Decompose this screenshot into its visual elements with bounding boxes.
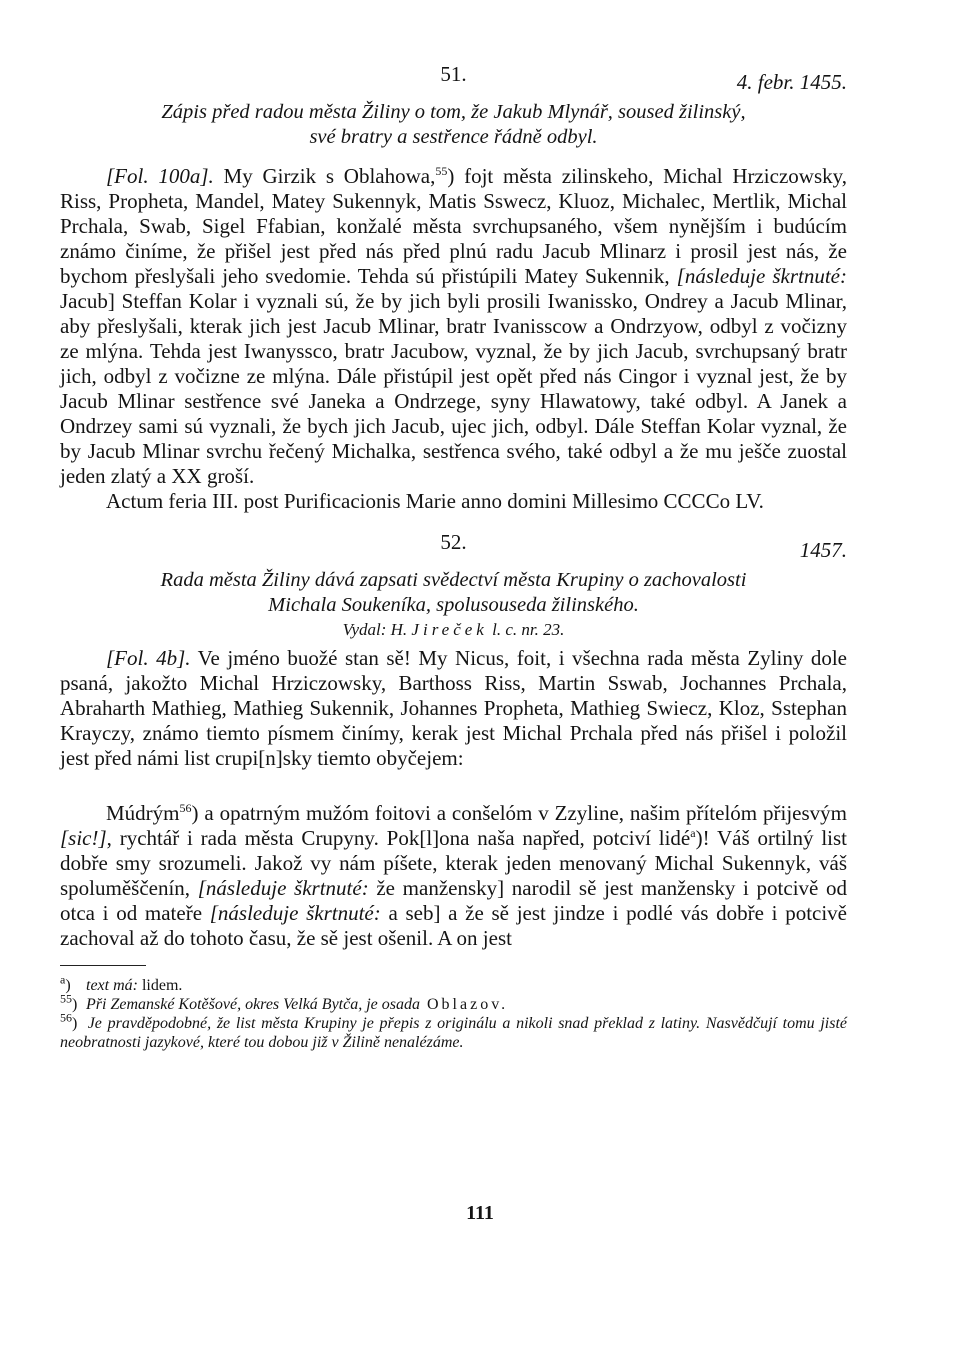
- editor-note-crossed: [následuje škrtnuté:: [676, 264, 847, 288]
- footnote-55: $^{55}$) Při Zemanské Kotěšové, okres Velká Bytča, je osada Oblazov.: [60, 991, 509, 1013]
- edition-editor: Jireček: [411, 620, 488, 639]
- footnote-ref-55: 55: [435, 164, 448, 178]
- doc52-text: [60, 646, 847, 771]
- footnote-a: $^a$) text má: lidem.: [60, 972, 183, 994]
- doc52-date: 1457.: [799, 538, 847, 562]
- footnote-text: Oblazov.: [419, 996, 509, 1013]
- doc52-folio-ref: [Fol. 4b].: [106, 646, 191, 670]
- editor-note-crossed: [následuje škrtnuté:: [197, 876, 369, 900]
- footnote-text-italic: text má:: [86, 977, 138, 994]
- letter-text-c: , rychtář i rada města Crupyny. Pok[l]ona naša napřed, potciví lidé: [106, 826, 691, 850]
- doc51-date: 4. febr. 1455.: [736, 70, 847, 94]
- letter-text-f: a seb] a že sě jest jindze i podlé vás dobře i potcivě zachoval až do tohoto času, že sě jest ošenil. A on jest: [60, 901, 848, 950]
- page-content: [60, 62, 847, 1052]
- footnote-text: lidem.: [137, 977, 183, 994]
- footnote-text-italic: Je pravděpodobné, že list města Krupiny je přepis z originálu a nikoli snad překlad z latiny. Nasvědčují tomu jisté neobratnosti jazykové, které tou dobou již v Žilině nenalézáme.: [60, 1015, 848, 1051]
- doc52-title-line2: Michala Soukeníka, spolusouseda žilinského.: [268, 594, 639, 616]
- footnote-ref-56: 56: [179, 801, 192, 815]
- letter-text-a: Múdrým: [106, 801, 180, 825]
- footnote-56: $^{56}$) Je pravděpodobné, že list města Krupiny je přepis z originálu a nikoli snad překlad z latiny. Nasvědčují tomu jisté neobratnosti jazykové, které tou dobou již v Žilině nenalézáme.: [60, 1010, 848, 1051]
- doc52-edition-note: [60, 620, 847, 640]
- doc52-heading: [60, 530, 847, 564]
- footnotes: [60, 965, 847, 1052]
- edition-label: Vydal: H.: [342, 620, 408, 639]
- doc51-heading: [60, 62, 847, 96]
- footnote-label: 55: [60, 991, 72, 1006]
- doc52-title: [60, 568, 847, 618]
- letter-text-b: ) a opatrným mužóm foitovi a conšelóm v Zzyline, našim přítelóm přijesvým: [191, 801, 847, 825]
- doc51-title: [60, 100, 847, 150]
- doc51-folio-ref: [Fol. 100a].: [106, 164, 214, 188]
- doc51-text-a: My Girzik s Oblahowa,: [223, 164, 436, 188]
- footnote-text-italic: Při Zemanské Kotěšové, okres Velká Bytča, je osada: [86, 996, 420, 1013]
- doc51-actum: Actum feria III. post Purificacionis Marie anno domini Millesimo CCCCo LV.: [106, 489, 764, 513]
- doc51-text-b: ) fojt města zilinskeho, Michal Hrziczowsky, Riss, Propheta, Mandel, Matey Sukennyk, Matis Sswecz, Kluoz, Michalec, Mertlik, Michal Prchala, Swab, Sigel Ffabian, konžalé města svrchupsaného, všem nynějším i budúcím známo činíme, že přišel jest před nás před plnú radu Jacub Mlinarz i prosil jest nás, že bychom přeslyšali jeho svedomie. Tehda sú přistúpili Matey Sukennik,: [60, 164, 848, 288]
- doc51-text-c: Jacub] Steffan Kolar i vyznali sú, že by jich byli prosili Iwanissko, Ondrey a Jacub Mlinar, aby přeslyšali, kterak jich jest Jacub Mlinar, bratr Ivanisscow a Ondrzyow, odbyl z vočizny ze mlýna. Tehda jest Iwanyssco, bratr Jacubow, vyznal, že by jich Jacub, svrchupsaný bratr jich, odbyl z vočizne ze mlýna. Dále přistúpil jest opět před nás Cingor i vyznal jest, že by Jacub Mlinar sestřence své Janeka a Ondrzege, syny Hlawatowy, také odbyl. A Janek a Ondrzey sami sú vyznali, že bych jich Jacub, ujec jich, odbyl. Dále Steffan Kolar vyznal, že by Jacub Mlinar svrchu řečený Michalka, sestřenca svého, také odbyl a že mu ješče zuostal jeden zlatý a XX groší.: [60, 289, 847, 488]
- doc51-number: 51.: [440, 62, 467, 86]
- footnote-label: a: [60, 972, 66, 987]
- doc52-text-a: Ve jméno buožé stan sě! My Nicus, foit, i všechna rada města Zyliny dole psaná, jakožto Michal Hrziczowsky, Barthoss Riss, Martin Sswab, Jochannes Prchala, Abraharth Mathieg, Mathieg Sukennik, Johannes Propheta, Mathieg Swiecz, Kloz, Sstephan Krayczy, známo tiemto písmem činímy, kerak jest Michal Prchala před nás přišel i položil jest před námi list crupi[n]sky tiemto obyčejem:: [60, 646, 848, 770]
- footnote-divider: [60, 965, 146, 966]
- editor-note-crossed: [následuje škrtnuté:: [209, 901, 381, 925]
- letter-text-d: )! Váš ortilný list dobře smy srozumeli. Jakož vy nám píšete, kterak jeden menovaný Michal Sukennyk, váš spoluměščenín,: [60, 826, 847, 900]
- doc51-title-line1: Zápis před radou města Žiliny o tom, že Jakub Mlynář, soused žilinský,: [161, 101, 746, 123]
- footnote-label: 56: [60, 1010, 72, 1025]
- page-number: 111: [466, 1202, 494, 1224]
- doc52-letter: [60, 801, 847, 951]
- doc51-text: [60, 164, 847, 489]
- doc52-number: 52.: [440, 530, 467, 554]
- letter-text-e: že manžensky] narodil sě jest manžensky i potcivě od otca i od mateře: [60, 876, 848, 925]
- footnote-ref-a: a: [690, 826, 696, 840]
- sic-note: [sic!]: [60, 826, 107, 850]
- doc51-title-line2: své bratry a sestřence řádně odbyl.: [309, 126, 598, 148]
- edition-reference: l. c. nr. 23.: [492, 620, 565, 639]
- doc52-title-line1: Rada města Žiliny dává zapsati svědectví města Krupiny o zachovalosti: [160, 569, 747, 591]
